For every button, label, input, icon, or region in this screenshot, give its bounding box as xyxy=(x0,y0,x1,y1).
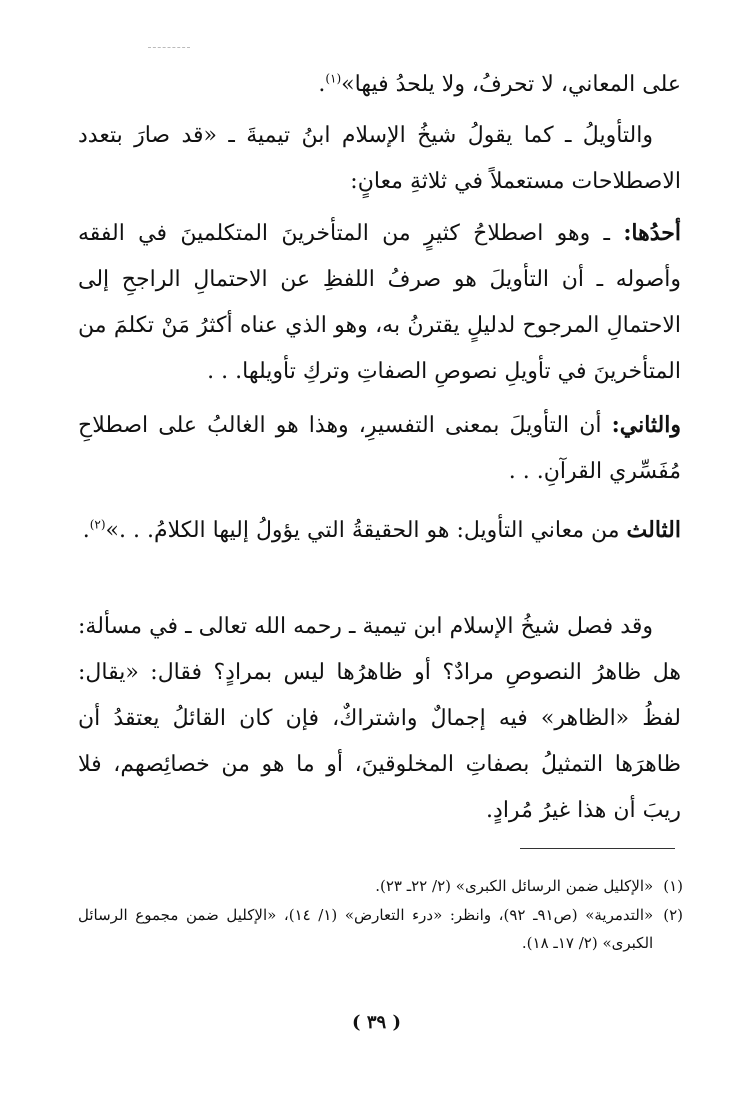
page-number: ( ٣٩ ) xyxy=(352,1012,401,1033)
paragraph-5-lead: الثالث xyxy=(626,517,681,543)
paragraph-4: والثاني: أن التأويلَ بمعنى التفسيرِ، وهذا هو الغالبُ على اصطلاحِ مُفَسِّري القرآنِ. . . xyxy=(78,412,681,484)
footnote-number: (١) xyxy=(663,877,683,895)
paragraph-1: على المعاني، لا تحرفُ، ولا يلحدُ فيها»$^{(١)}$. xyxy=(318,71,681,97)
scan-artifact xyxy=(148,47,190,48)
footnote-text: «التدمرية» (ص٩١ـ ٩٢)، وانظر: «درء التعارض» (١/ ١٤)، «الإكليل ضمن مجموع الرسائل الكبرى» (٢/ ١٧ـ ١٨). xyxy=(78,906,654,952)
footnote-text: «الإكليل ضمن الرسائل الكبرى» (٢/ ٢٢ـ ٢٣). xyxy=(375,877,654,895)
footnote-2 xyxy=(78,901,683,957)
footnote-number: (٢) xyxy=(663,906,683,924)
paragraph-2: والتأويلُ ـ كما يقولُ شيخُ الإسلام ابنُ تيميةَ ـ «قد صارَ بتعدد الاصطلاحات مستعملاً في ثلاثةِ معانٍ: xyxy=(78,123,681,194)
footnote-divider xyxy=(520,848,675,849)
paragraph-5: الثالث من معاني التأويل: هو الحقيقةُ التي يؤولُ إليها الكلامُ. . .»$^{(٢)}$. xyxy=(82,517,681,543)
paragraph-6: وقد فصل شيخُ الإسلام ابن تيمية ـ رحمه الله تعالى ـ في مسألة: هل ظاهرُ النصوصِ مرادٌ؟ أو ظاهرُها ليس بمرادٍ؟ فقال: «يقال: لفظُ «الظاهر» فيه إجمالٌ واشتراكٌ، فإن كان القائلُ يعتقدُ أن ظاهرَها التمثيلُ بصفاتِ المخلوقينَ، أو ما هو من خصائِصهم، فلا ريبَ أن هذا غيرُ مُرادٍ. xyxy=(78,614,681,823)
footnote-ref-2: (٢) xyxy=(89,517,106,532)
paragraph-3: أحدُها: ـ وهو اصطلاحُ كثيرٍ من المتأخرينَ المتكلمينَ في الفقه وأصوله ـ أن التأويلَ هو صرفُ اللفظِ عن الاحتمالِ الراجحِ إلى الاحتمالِ المرجوح لدليلٍ يقترنُ به، وهو الذي عناه أكثرُ مَنْ تكلمَ من المتأخرينَ في تأويلِ نصوصِ الصفاتِ وتركِ تأويلها. . . xyxy=(78,220,682,384)
paragraph-3-lead: أحدُها: xyxy=(623,220,681,246)
footnote-1 xyxy=(78,872,683,900)
paragraph-4-lead: والثاني: xyxy=(611,412,681,438)
footnote-ref-1: (١) xyxy=(325,71,342,86)
